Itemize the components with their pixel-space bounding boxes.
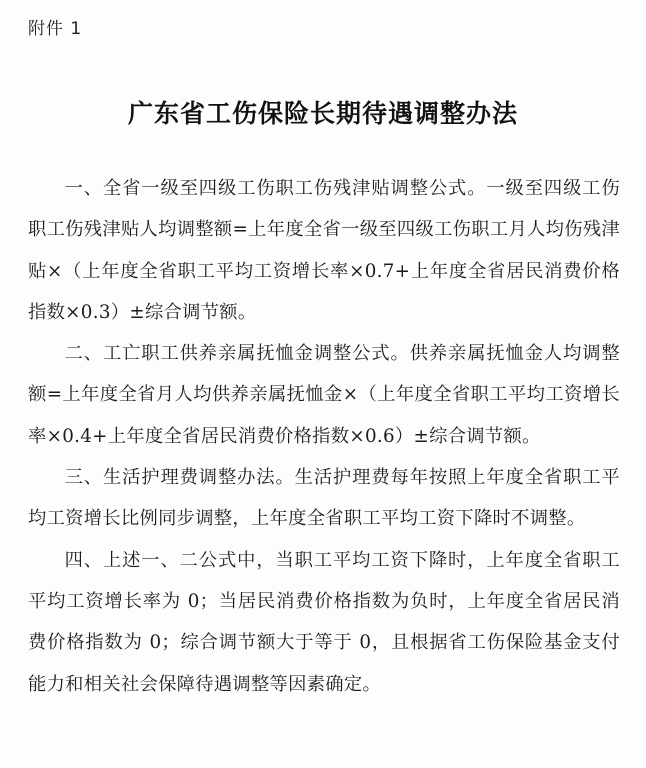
paragraph-supplementary-rules: 四、上述一、二公式中，当职工平均工资下降时，上年度全省职工平均工资增长率为 0；当居民消费价格指数为负时，上年度全省居民消费价格指数为 0；综合调节额大于等于 0，且根据省工伤保险基金支付能力和相关社会保障待遇调整等因素确定。 (28, 549, 620, 695)
paragraph-disability-allowance: 一、全省一级至四级工伤职工伤残津贴调整公式。一级至四级工伤职工伤残津贴人均调整额=上年度全省一级至四级工伤职工月人均伤残津贴×（上年度全省职工平均工资增长率×0.7+上年度全省居民消费价格指数×0.3）±综合调节额。 (28, 178, 620, 323)
document-title: 广东省工伤保险长期待遇调整办法 (127, 99, 518, 128)
paragraph-nursing-fee: 三、生活护理费调整办法。生活护理费每年按照上年度全省职工平均工资增长比例同步调整，上年度全省职工平均工资下降时不调整。 (28, 467, 620, 530)
paragraph-survivor-pension: 二、工亡职工供养亲属抚恤金调整公式。供养亲属抚恤金人均调整额=上年度全省月人均供养亲属抚恤金×（上年度全省职工平均工资增长率×0.4+上年度全省居民消费价格指数×0.6）±综合调节额。 (28, 343, 620, 447)
attachment-label: 附件 1 (28, 19, 83, 39)
document-body (28, 168, 620, 705)
